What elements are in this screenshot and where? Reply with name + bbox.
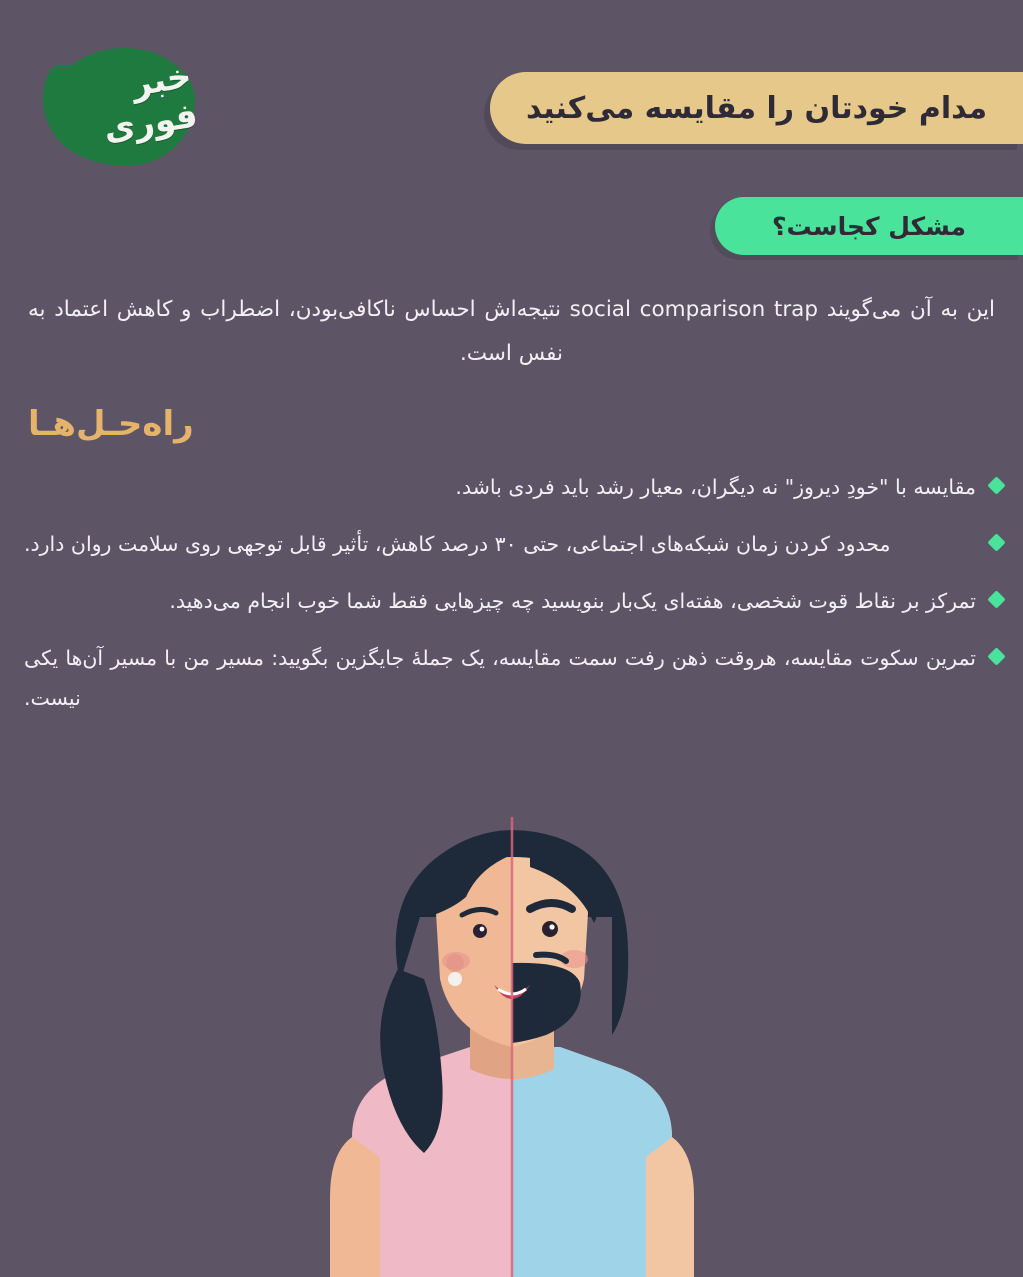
page-title-bar bbox=[490, 72, 1023, 144]
illustration-svg bbox=[0, 717, 1023, 1277]
diamond-bullet-icon bbox=[987, 476, 1005, 494]
solutions-list bbox=[24, 468, 1003, 736]
diamond-bullet-icon bbox=[987, 533, 1005, 551]
list-item bbox=[24, 639, 1003, 719]
diamond-bullet-icon bbox=[987, 590, 1005, 608]
list-item bbox=[24, 582, 1003, 622]
list-item bbox=[24, 525, 1003, 565]
solutions-heading: راه‌حـل‌هـا bbox=[28, 404, 194, 444]
section-subtitle: مشکل کجاست؟ bbox=[772, 211, 966, 241]
section-subtitle-bar bbox=[715, 197, 1023, 255]
list-item-text: محدود کردن زمان شبکه‌های اجتماعی، حتی ۳۰ درصد کاهش، تأثیر قابل توجهی روی سلامت روان دارد. bbox=[24, 531, 891, 556]
brand-logo bbox=[47, 48, 201, 166]
split-face-illustration bbox=[0, 717, 1023, 1277]
diamond-bullet-icon bbox=[987, 647, 1005, 665]
logo-text: خبر فوری bbox=[100, 55, 201, 150]
page-title: مدام خودتان را مقایسه می‌کنید bbox=[525, 90, 988, 126]
list-item-text: تمرین سکوت مقایسه، هروقت ذهن رفت سمت مقایسه، یک جملهٔ جایگزین بگویید: مسیر من با مسیر آن‌ها یکی نیست. bbox=[24, 645, 976, 710]
list-item bbox=[24, 468, 1003, 508]
intro-paragraph: این به آن می‌گویند social comparison trap نتیجه‌اش احساس ناکافی‌بودن، اضطراب و کاهش اعتماد به نفس است. bbox=[28, 297, 995, 367]
list-item-text: تمرکز بر نقاط قوت شخصی، هفته‌ای یک‌بار بنویسید چه چیزهایی فقط شما خوب انجام می‌دهید. bbox=[169, 588, 976, 613]
list-item-text: مقایسه با "خودِ دیروز" نه دیگران، معیار رشد باید فردی باشد. bbox=[455, 475, 976, 499]
